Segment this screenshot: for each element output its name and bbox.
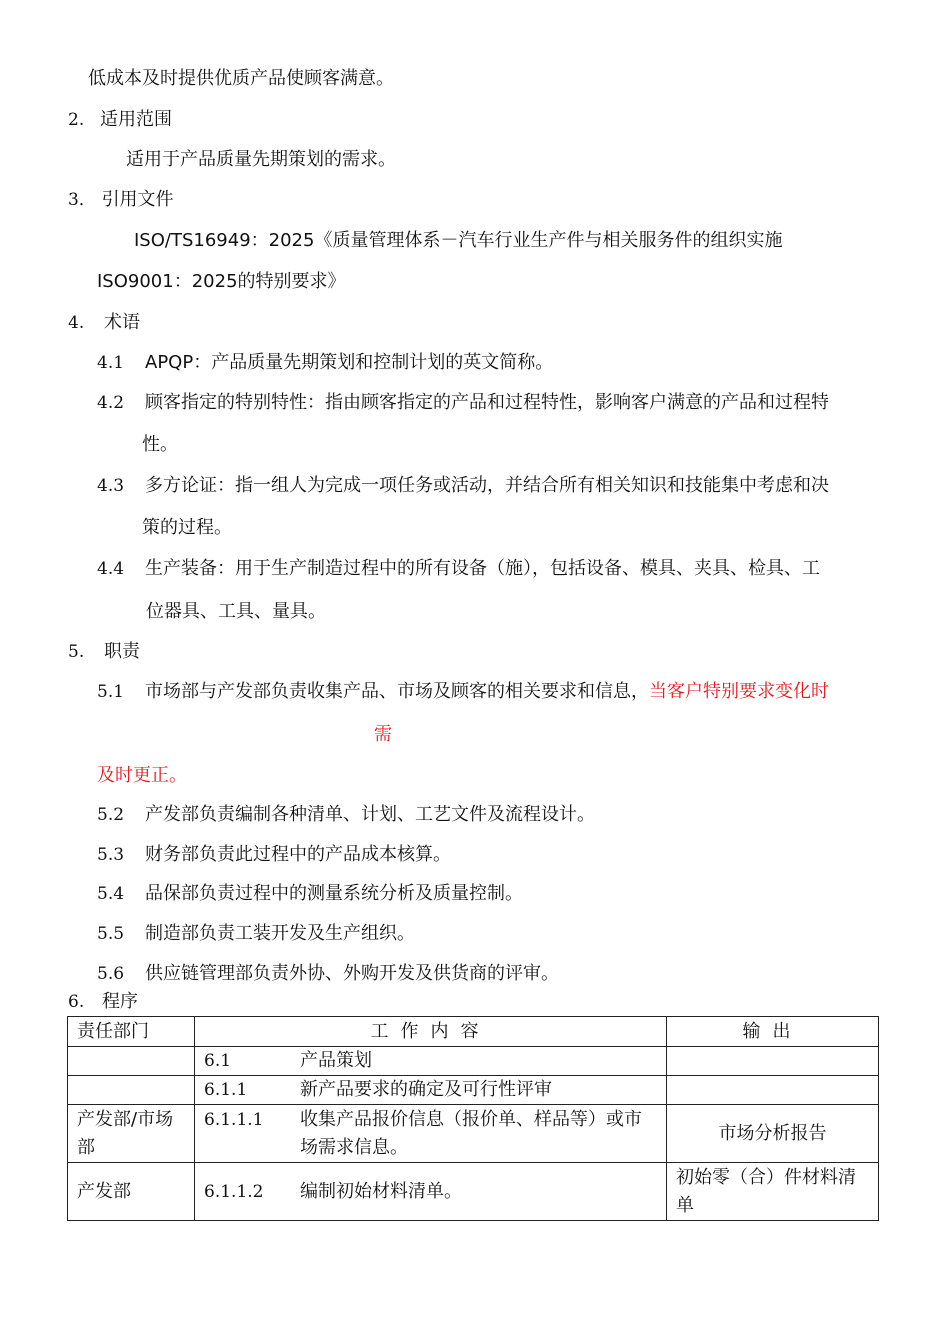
term-text: 顾客指定的特别特性：指由顾客指定的产品和过程特性，影响客户满意的产品和过程特	[145, 392, 829, 413]
section-title: 适用范围	[99, 109, 172, 130]
duty-text: 制造部负责工装开发及生产组织。	[145, 923, 415, 944]
section-number: 6.	[68, 992, 85, 1012]
cell-dept	[68, 1047, 195, 1076]
reference-line-1: ISO/TS16949：2025《质量管理体系－汽车行业生产件与相关服务件的组织实施	[134, 230, 783, 251]
term-text-continued: 性。	[142, 434, 178, 455]
cell-content	[195, 1105, 667, 1163]
duty-number: 5.2	[97, 805, 125, 825]
duty-highlight: 当客户特别要求变化时	[649, 681, 829, 702]
table-row	[68, 1047, 879, 1076]
cell-output: 市场分析报告	[667, 1105, 879, 1163]
duty-number: 5.4	[97, 884, 125, 904]
cell-dept	[68, 1076, 195, 1105]
section-4-heading	[68, 311, 140, 335]
intro-tail: 低成本及时提供优质产品使顾客满意。	[88, 68, 394, 89]
cell-content	[195, 1163, 667, 1221]
section-title: 引用文件	[101, 189, 174, 210]
section-6-heading	[68, 990, 138, 1014]
section-3-heading	[68, 188, 174, 212]
cell-number: 6.1	[204, 1051, 232, 1071]
duty-item-5-1	[97, 680, 829, 704]
table-row	[68, 1076, 879, 1105]
table-row	[68, 1105, 879, 1163]
duty-highlight-continued: 需	[374, 724, 392, 745]
duty-text: 供应链管理部负责外协、外购开发及供货商的评审。	[145, 963, 559, 984]
term-item-4-3	[97, 474, 829, 498]
header-output: 输出	[667, 1017, 879, 1047]
reference-line-2: ISO9001：2025的特别要求》	[97, 271, 346, 292]
section-2-body: 适用于产品质量先期策划的需求。	[126, 149, 396, 170]
term-number: 4.2	[97, 393, 125, 413]
section-number: 3．	[68, 190, 96, 210]
duty-item-5-2	[97, 803, 595, 827]
cell-dept: 产发部/市场部	[68, 1105, 195, 1163]
duty-text: 财务部负责此过程中的产品成本核算。	[145, 844, 451, 865]
section-2-heading	[68, 108, 172, 132]
term-text: 多方论证：指一组人为完成一项任务或活动，并结合所有相关知识和技能集中考虑和决	[145, 475, 829, 496]
term-number: 4.3	[97, 476, 125, 496]
term-item-4-2	[97, 391, 829, 415]
term-text-continued: 策的过程。	[142, 517, 232, 538]
duty-number: 5.6	[97, 964, 125, 984]
cell-number: 6.1.1	[204, 1080, 248, 1100]
duty-text: 市场部与产发部负责收集产品、市场及顾客的相关要求和信息，	[145, 681, 649, 702]
term-item-4-4	[97, 557, 820, 581]
term-text: APQP：产品质量先期策划和控制计划的英文简称。	[145, 352, 554, 373]
term-item-4-1	[97, 351, 553, 375]
duty-item-5-3	[97, 843, 451, 867]
cell-number: 6.1.1.2	[204, 1181, 264, 1202]
cell-text: 产品策划	[300, 1050, 372, 1071]
header-content: 工作内容	[195, 1017, 667, 1047]
duty-text: 品保部负责过程中的测量系统分析及质量控制。	[145, 883, 523, 904]
cell-content	[195, 1076, 667, 1105]
section-title: 程序	[101, 991, 138, 1012]
cell-output	[667, 1047, 879, 1076]
term-number: 4.1	[97, 353, 125, 373]
cell-output	[667, 1076, 879, 1105]
duty-number: 5.5	[97, 924, 125, 944]
cell-dept: 产发部	[68, 1163, 195, 1221]
section-number: 5.	[68, 642, 85, 662]
cell-text: 收集产品报价信息（报价单、样品等）或市场需求信息。	[300, 1108, 642, 1158]
cell-text: 编制初始材料清单。	[300, 1180, 462, 1202]
term-text: 生产装备：用于生产制造过程中的所有设备（施），包括设备、模具、夹具、检具、工	[145, 558, 820, 579]
duty-item-5-6	[97, 962, 559, 986]
procedure-table	[67, 1016, 879, 1221]
duty-highlight-end: 及时更正。	[97, 765, 187, 786]
duty-text: 产发部负责编制各种清单、计划、工艺文件及流程设计。	[145, 804, 595, 825]
header-dept: 责任部门	[68, 1017, 195, 1047]
term-text-continued: 位器具、工具、量具。	[146, 601, 326, 622]
section-title: 职责	[103, 641, 140, 662]
duty-number: 5.3	[97, 845, 125, 865]
section-title: 术语	[103, 312, 140, 333]
cell-output: 初始零（合）件材料清单	[667, 1163, 879, 1221]
duty-item-5-5	[97, 922, 415, 946]
table-header-row	[68, 1017, 879, 1047]
duty-item-5-4	[97, 882, 523, 906]
table-row	[68, 1163, 879, 1221]
section-number: 2.	[68, 110, 85, 130]
section-5-heading	[68, 640, 140, 664]
duty-number: 5.1	[97, 682, 125, 702]
cell-number: 6.1.1.1	[204, 1109, 264, 1130]
cell-text: 新产品要求的确定及可行性评审	[300, 1079, 552, 1100]
term-number: 4.4	[97, 559, 125, 579]
cell-content	[195, 1047, 667, 1076]
section-number: 4.	[68, 313, 85, 333]
